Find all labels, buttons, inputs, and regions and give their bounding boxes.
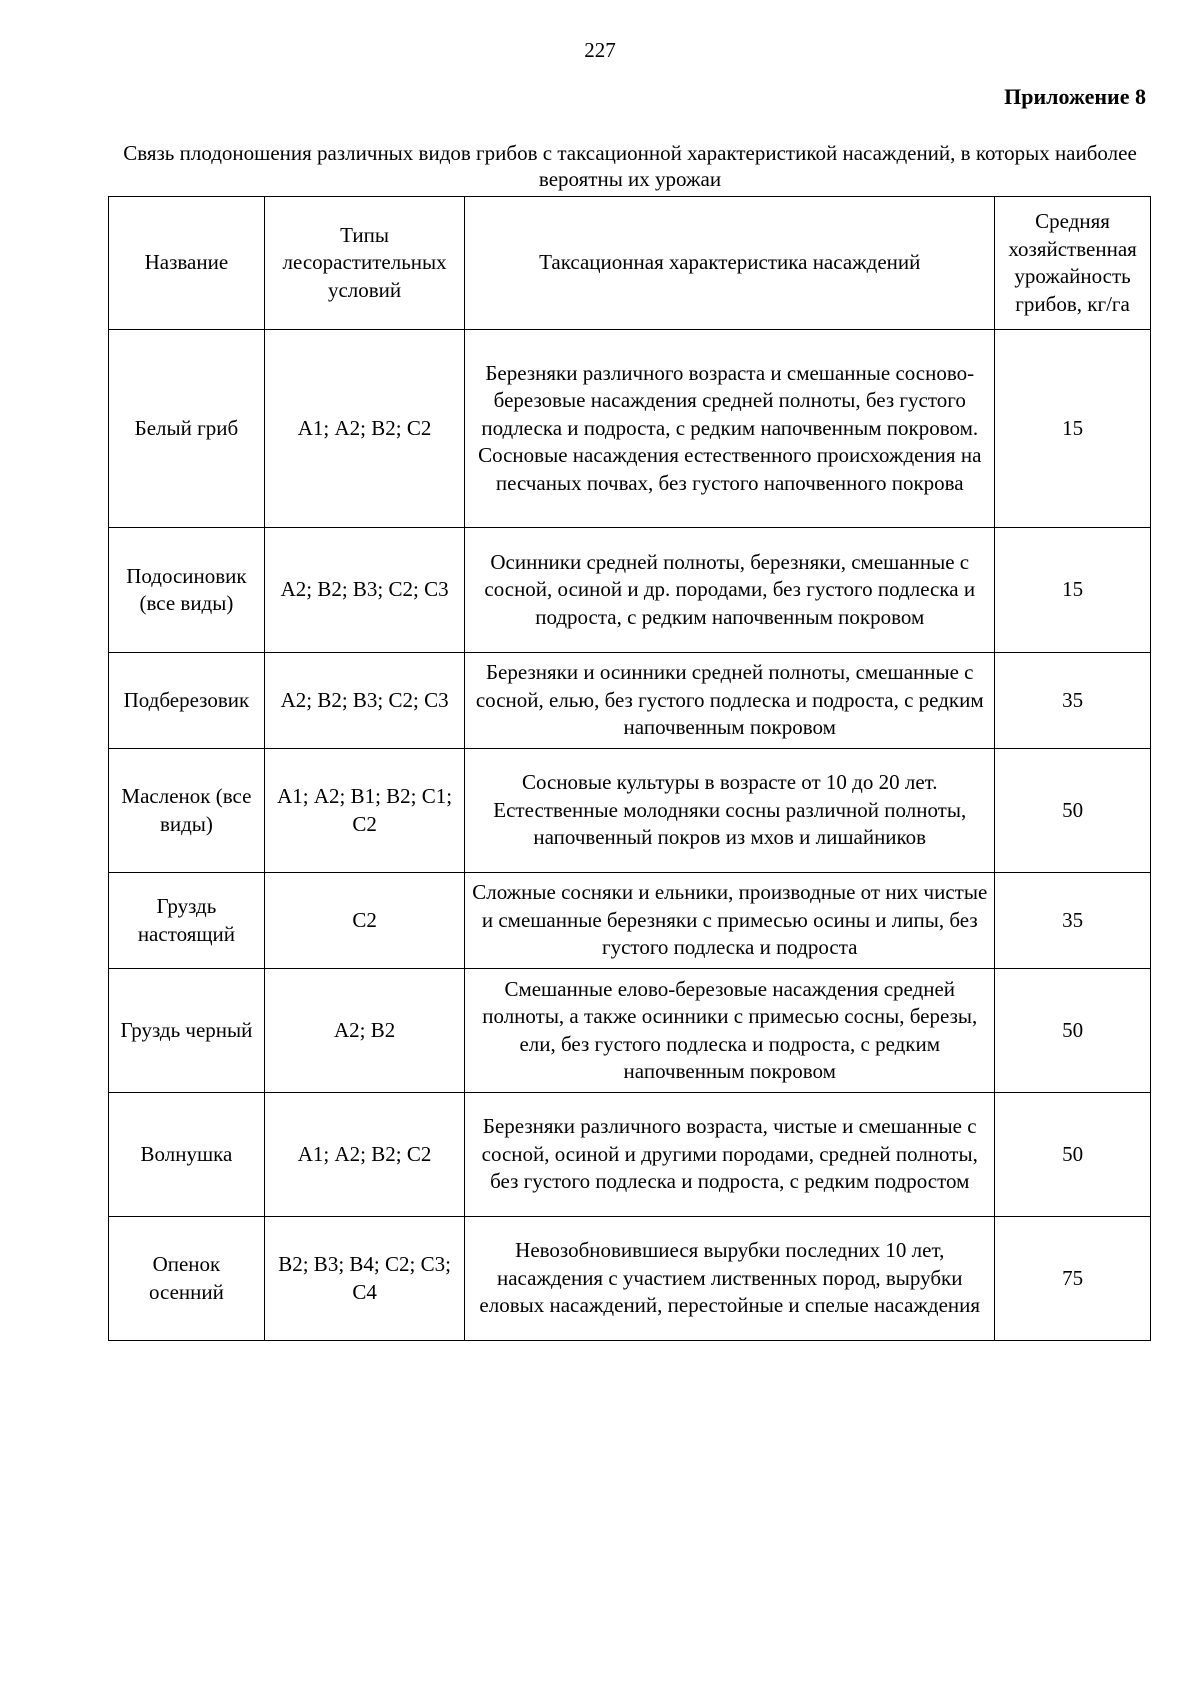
header-yield: Средняя хозяйственная урожайность грибов, кг/га xyxy=(995,197,1151,330)
header-forest-types: Типы лесорастительных условий xyxy=(264,197,465,330)
cell-yield: 35 xyxy=(995,653,1151,749)
cell-name: Подберезовик xyxy=(109,653,265,749)
cell-name: Подосиновик (все виды) xyxy=(109,528,265,653)
cell-types: А1; А2; В2; С2 xyxy=(264,1093,465,1217)
cell-description: Осинники средней полноты, березняки, смешанные с сосной, осиной и др. породами, без густого подлеска и подроста, с редким напочвенным покровом xyxy=(465,528,995,653)
header-name: Название xyxy=(109,197,265,330)
cell-name: Груздь настоящий xyxy=(109,873,265,969)
cell-description: Смешанные елово-березовые насаждения средней полноты, а также осинники с примесью сосны, березы, ели, без густого подлеска и подроста, с редким напочвенным покровом xyxy=(465,969,995,1093)
header-description: Таксационная характеристика насаждений xyxy=(465,197,995,330)
cell-description: Березняки различного возраста и смешанные сосново-березовые насаждения средней полноты, без густого подлеска и подроста, с редким напочвенным покровом. Сосновые насаждения естественного происхождения на песчаных почвах, без густого напочвенного покрова xyxy=(465,330,995,528)
cell-types: А2; В2; В3; С2; С3 xyxy=(264,528,465,653)
table-row xyxy=(109,1093,1151,1217)
cell-yield: 35 xyxy=(995,873,1151,969)
cell-types: С2 xyxy=(264,873,465,969)
cell-yield: 50 xyxy=(995,1093,1151,1217)
cell-name: Опенок осенний xyxy=(109,1217,265,1341)
table-row xyxy=(109,749,1151,873)
table-row xyxy=(109,653,1151,749)
cell-yield: 50 xyxy=(995,969,1151,1093)
cell-name: Груздь черный xyxy=(109,969,265,1093)
cell-name: Волнушка xyxy=(109,1093,265,1217)
cell-yield: 15 xyxy=(995,330,1151,528)
appendix-label: Приложение 8 xyxy=(1004,84,1146,109)
table-title: Связь плодоношения различных видов грибов с таксационной характеристикой насаждений, в которых наиболее вероятны их урожаи xyxy=(123,141,1137,191)
table-row xyxy=(109,969,1151,1093)
mushroom-table xyxy=(108,196,1151,1341)
table-row xyxy=(109,873,1151,969)
cell-types: А2; В2 xyxy=(264,969,465,1093)
cell-name: Масленок (все виды) xyxy=(109,749,265,873)
page-number: 227 xyxy=(584,38,616,62)
cell-yield: 15 xyxy=(995,528,1151,653)
cell-types: А1; А2; В1; В2; С1; С2 xyxy=(264,749,465,873)
cell-description: Березняки и осинники средней полноты, смешанные с сосной, елью, без густого подлеска и подроста, с редким напочвенным покровом xyxy=(465,653,995,749)
cell-description: Невозобновившиеся вырубки последних 10 лет, насаждения с участием лиственных пород, вырубки еловых насаждений, перестойные и спелые насаждения xyxy=(465,1217,995,1341)
cell-name: Белый гриб xyxy=(109,330,265,528)
table-header-row xyxy=(109,197,1151,330)
cell-types: В2; В3; В4; С2; С3; С4 xyxy=(264,1217,465,1341)
cell-description: Сложные сосняки и ельники, производные от них чистые и смешанные березняки с примесью осины и липы, без густого подлеска и подроста xyxy=(465,873,995,969)
cell-description: Сосновые культуры в возрасте от 10 до 20 лет. Естественные молодняки сосны различной полноты, напочвенный покров из мхов и лишайников xyxy=(465,749,995,873)
table-row xyxy=(109,1217,1151,1341)
cell-types: А2; В2; В3; С2; С3 xyxy=(264,653,465,749)
cell-types: А1; А2; В2; С2 xyxy=(264,330,465,528)
table-row xyxy=(109,330,1151,528)
cell-yield: 50 xyxy=(995,749,1151,873)
cell-description: Березняки различного возраста, чистые и смешанные с сосной, осиной и другими породами, средней полноты, без густого подлеска и подроста, с редким подростом xyxy=(465,1093,995,1217)
cell-yield: 75 xyxy=(995,1217,1151,1341)
table-row xyxy=(109,528,1151,653)
